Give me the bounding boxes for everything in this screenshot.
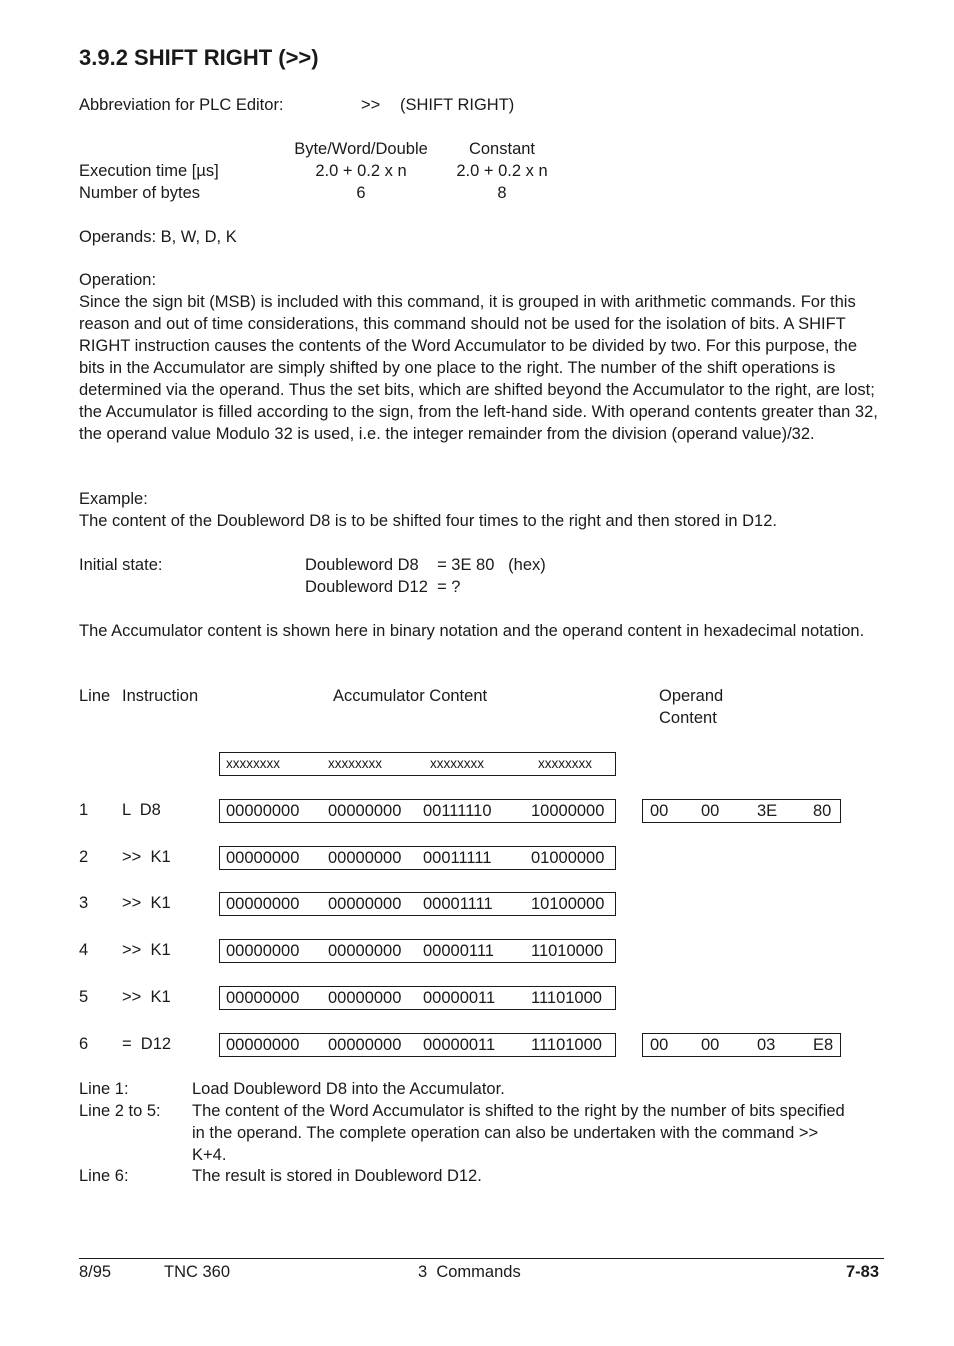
accumulator-byte: 00000000	[328, 895, 402, 913]
row-instruction: >> K1	[122, 988, 171, 1006]
initial-state-label: Initial state:	[79, 556, 163, 574]
note-label: Line 6:	[79, 1167, 129, 1185]
accumulator-box	[219, 986, 616, 1010]
accumulator-byte: 11101000	[531, 1036, 602, 1054]
operand-byte: 00	[650, 1036, 669, 1054]
accumulator-byte: 00111110	[423, 802, 492, 820]
operand-byte: 00	[701, 1036, 720, 1054]
template-byte: xxxxxxxx	[538, 756, 592, 771]
operand-byte: 80	[813, 802, 832, 820]
table-head-operand-content: Content	[659, 709, 717, 727]
row-instruction: >> K1	[122, 894, 171, 912]
note-text: The result is stored in Doubleword D12.	[192, 1167, 482, 1185]
accumulator-template-box	[219, 752, 616, 776]
operand-byte: E8	[813, 1036, 834, 1054]
accumulator-box	[219, 892, 616, 916]
operands-text: Operands: B, W, D, K	[79, 228, 237, 246]
accumulator-byte: 00000000	[226, 895, 300, 913]
operand-byte: 00	[701, 802, 720, 820]
note-label: Line 1:	[79, 1080, 129, 1098]
row-instruction: >> K1	[122, 941, 171, 959]
accumulator-byte: 00000000	[226, 942, 300, 960]
section-heading: 3.9.2 SHIFT RIGHT (>>)	[79, 45, 319, 70]
accumulator-byte: 10000000	[531, 802, 605, 820]
row-line-number: 6	[79, 1035, 89, 1053]
accumulator-box	[219, 799, 616, 823]
accumulator-byte: 11010000	[531, 942, 604, 960]
abbreviation-label: Abbreviation for PLC Editor:	[79, 96, 284, 114]
operation-text: Since the sign bit (MSB) is included with this command, it is grouped in with arithmetic commands. For this reason and out of time considerations, this command should not be used for the isolation of bits. A SHIFT RIGHT instruction causes the contents of the Word Accumulator to be divided by two. For this purpose, the bits in the Accumulator are simply shifted by one place to the right. The number of the shift operations is determined via the operand. Thus the set bits, which are shifted beyond the Accumulator to the right, are lost; the Accumulator is filled according to the sign, from the left-hand side. With operand contents greater than 32, the operand value Modulo 32 is used, i.e. the integer remainder from the division (operand value)/32.	[79, 293, 878, 443]
operand-byte: 3E	[757, 802, 778, 820]
footer-rule	[79, 1258, 884, 1259]
row-line-number: 4	[79, 941, 89, 959]
table-head-line: Line	[79, 687, 111, 705]
operation-label: Operation:	[79, 271, 157, 289]
footer-page-number: 7-83	[845, 1263, 879, 1281]
notation-text: The Accumulator content is shown here in binary notation and the operand content in hexadecimal notation.	[79, 622, 865, 640]
number-of-bytes-label: Number of bytes	[79, 184, 201, 202]
execution-time-label: Execution time [µs]	[79, 162, 219, 180]
row-instruction: L D8	[122, 801, 161, 819]
row-line-number: 3	[79, 894, 89, 912]
initial-state-d8: Doubleword D8 = 3E 80 (hex)	[305, 556, 546, 574]
accumulator-byte: 01000000	[531, 849, 605, 867]
operand-box	[642, 799, 841, 823]
template-byte: xxxxxxxx	[226, 756, 280, 771]
execution-time-value-1: 2.0 + 0.2 x n	[315, 162, 407, 180]
execution-time-value-2: 2.0 + 0.2 x n	[456, 162, 548, 180]
footer-chapter: 3 Commands	[418, 1263, 521, 1281]
accumulator-box	[219, 939, 616, 963]
accumulator-box	[219, 846, 616, 870]
footer-product: TNC 360	[164, 1263, 231, 1281]
abbreviation-name: (SHIFT RIGHT)	[400, 96, 515, 114]
row-instruction: >> K1	[122, 848, 171, 866]
accumulator-byte: 00000000	[328, 802, 402, 820]
row-line-number: 1	[79, 801, 89, 819]
accumulator-byte: 00000000	[226, 1036, 300, 1054]
accumulator-byte: 00001111	[423, 895, 493, 913]
template-byte: xxxxxxxx	[328, 756, 382, 771]
row-line-number: 2	[79, 848, 89, 866]
accumulator-byte: 00000000	[328, 989, 402, 1007]
operand-byte: 03	[757, 1036, 776, 1054]
note-text: Load Doubleword D8 into the Accumulator.	[192, 1080, 505, 1098]
timing-col-byte-word-double: Byte/Word/Double	[294, 140, 428, 158]
abbreviation-symbol: >>	[361, 96, 381, 114]
number-of-bytes-value-2: 8	[497, 184, 507, 202]
accumulator-byte: 00000000	[328, 1036, 402, 1054]
table-head-operand: Operand	[659, 687, 724, 705]
accumulator-byte: 00000000	[226, 802, 300, 820]
accumulator-byte: 00000000	[328, 942, 402, 960]
template-byte: xxxxxxxx	[430, 756, 484, 771]
example-text: The content of the Doubleword D8 is to be shifted four times to the right and then stored in D12.	[79, 512, 777, 530]
accumulator-byte: 00011111	[423, 849, 492, 867]
accumulator-byte: 10100000	[531, 895, 605, 913]
number-of-bytes-value-1: 6	[356, 184, 366, 202]
timing-col-constant: Constant	[468, 140, 536, 158]
accumulator-byte: 00000111	[423, 942, 494, 960]
operand-box	[642, 1033, 841, 1057]
operand-byte: 00	[650, 802, 669, 820]
accumulator-byte: 00000000	[328, 849, 402, 867]
row-instruction: = D12	[122, 1035, 172, 1053]
table-head-accumulator: Accumulator Content	[333, 687, 488, 705]
accumulator-byte: 00000000	[226, 989, 300, 1007]
accumulator-box	[219, 1033, 616, 1057]
row-line-number: 5	[79, 988, 89, 1006]
accumulator-byte: 00000011	[423, 1036, 496, 1054]
table-head-instruction: Instruction	[122, 687, 199, 705]
note-label: Line 2 to 5:	[79, 1102, 161, 1120]
note-text: The content of the Word Accumulator is shifted to the right by the number of bits specified in the operand. The complete operation can also be undertaken with the command >> K+4.	[192, 1102, 845, 1164]
initial-state-d12: Doubleword D12 = ?	[305, 578, 461, 596]
accumulator-byte: 11101000	[531, 989, 602, 1007]
accumulator-byte: 00000011	[423, 989, 496, 1007]
footer-date: 8/95	[79, 1263, 112, 1281]
accumulator-byte: 00000000	[226, 849, 300, 867]
example-label: Example:	[79, 490, 148, 508]
